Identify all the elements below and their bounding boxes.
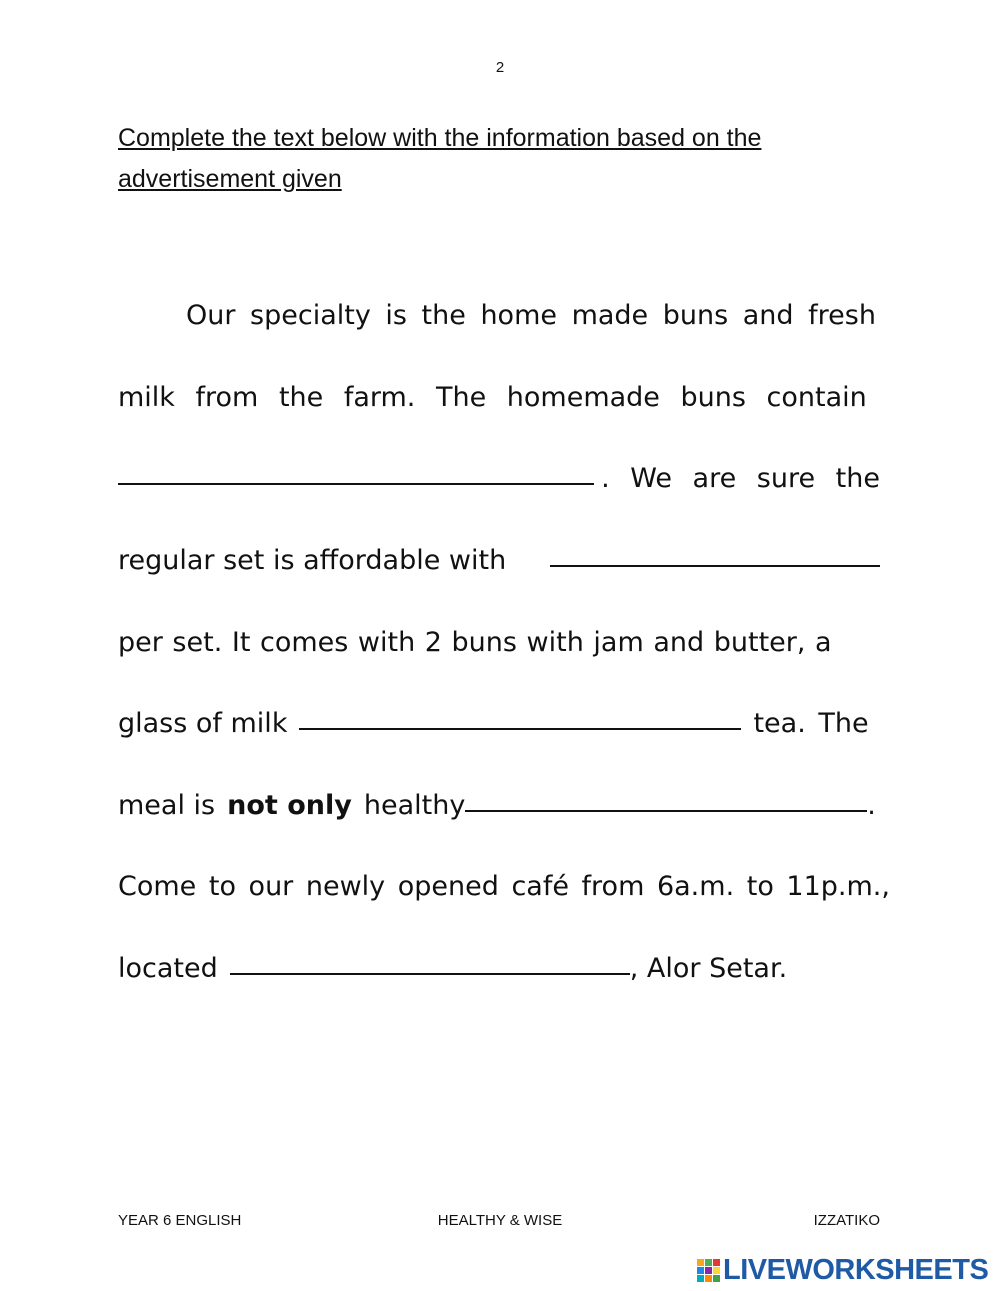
- logo-square: [705, 1259, 712, 1266]
- passage-text: milk from the farm. The homemade buns contain: [118, 382, 867, 413]
- passage-text: healthy: [363, 790, 466, 821]
- liveworksheets-logo[interactable]: [697, 1254, 992, 1286]
- footer-right: IZZATIKO: [813, 1212, 880, 1229]
- passage-text: tea. The: [753, 708, 869, 739]
- answer-blank-5[interactable]: [230, 969, 630, 975]
- logo-square: [697, 1259, 704, 1266]
- passage-text: Come to our newly opened café from 6a.m. to 11p.m.,: [118, 871, 890, 902]
- instruction-heading: Complete the text below with the information based on the advertisement given: [118, 124, 762, 193]
- passage-text: . We are sure the: [601, 463, 880, 494]
- passage-line-3: [118, 463, 880, 494]
- logo-square: [697, 1267, 704, 1274]
- passage-text: .: [867, 790, 876, 821]
- passage-line-4: [118, 545, 880, 576]
- passage-line-5: [118, 627, 880, 658]
- passage-text: meal is: [118, 790, 216, 821]
- passage-text: , Alor Setar.: [629, 953, 788, 984]
- passage-text: glass of milk: [118, 708, 288, 739]
- passage-line-8: [118, 871, 890, 902]
- passage-line-6: [118, 708, 880, 739]
- logo-square: [713, 1259, 720, 1266]
- logo-square: [705, 1267, 712, 1274]
- passage-line-9: [118, 953, 880, 984]
- answer-blank-4[interactable]: [465, 806, 867, 812]
- answer-blank-1[interactable]: [118, 479, 594, 485]
- logo-text: LIVEWORKSHEETS: [723, 1253, 989, 1286]
- footer-center: HEALTHY & WISE: [437, 1212, 563, 1229]
- passage-text: Our specialty is the home made buns and fresh: [186, 300, 876, 331]
- answer-blank-3[interactable]: [299, 724, 741, 730]
- passage-line-2: [118, 382, 880, 413]
- logo-square: [697, 1275, 704, 1282]
- passage-line-1: [118, 300, 880, 331]
- passage-text: located: [118, 953, 218, 984]
- logo-square: [713, 1275, 720, 1282]
- passage-line-7: [118, 790, 880, 821]
- passage-text: regular set is affordable with: [118, 545, 507, 576]
- passage-text: per set. It comes with 2 buns with jam and butter, a: [118, 627, 832, 658]
- footer-left: YEAR 6 ENGLISH: [118, 1212, 242, 1229]
- emphasis-text: not only: [227, 790, 352, 821]
- answer-blank-2[interactable]: [550, 561, 880, 567]
- logo-square: [705, 1275, 712, 1282]
- logo-square: [713, 1267, 720, 1274]
- logo-grid-icon: [697, 1259, 720, 1282]
- page-number: 2: [495, 59, 505, 76]
